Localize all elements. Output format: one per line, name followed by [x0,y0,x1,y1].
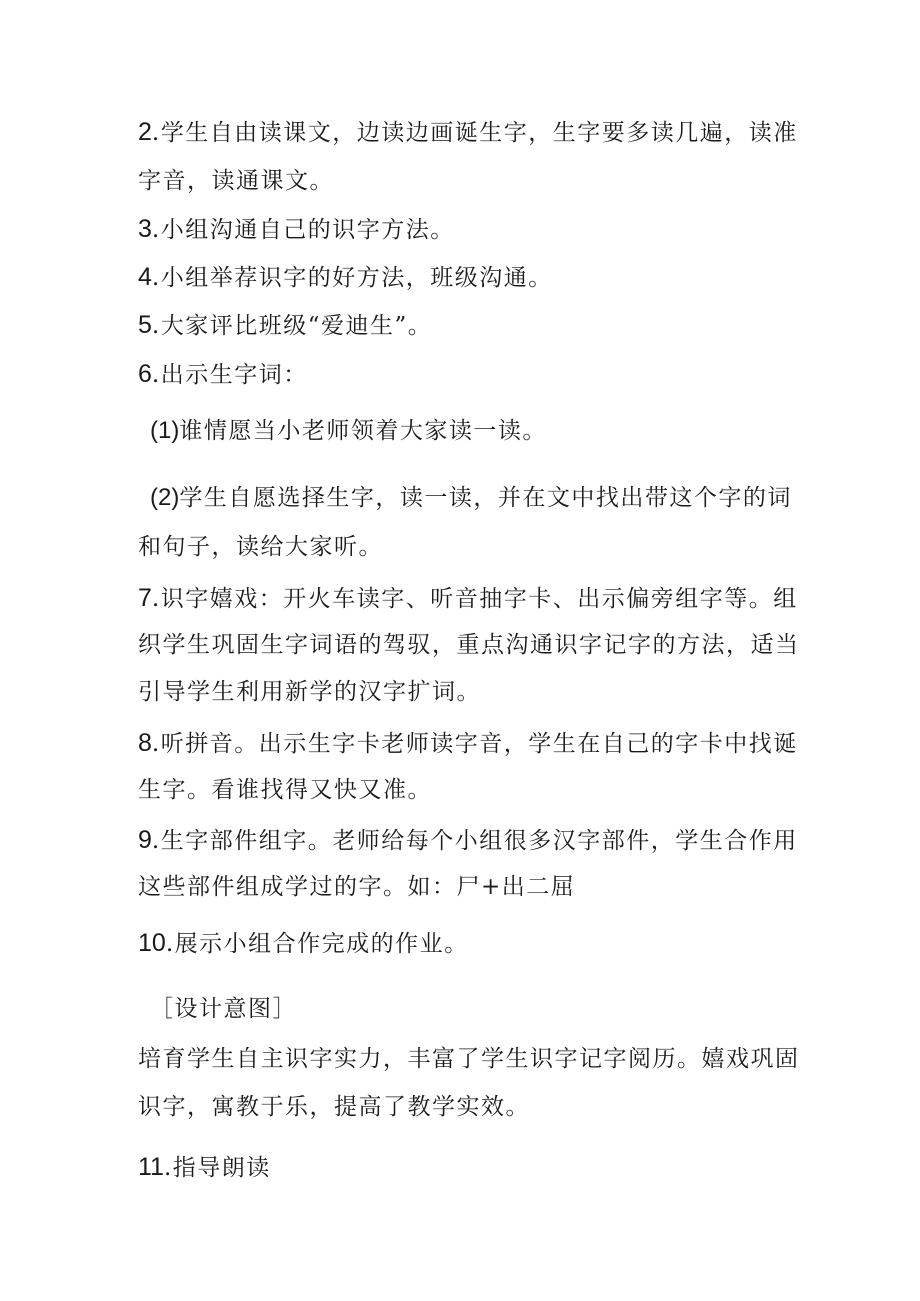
item-number: 4 [138,263,152,291]
item-text: .出示生字词： [151,362,308,388]
subitem-1 [150,408,790,454]
item-9-continued [138,864,778,910]
item-text: 织学生巩固生字词语的驾驭，重点沟通识字记字的方法，适当 [138,632,800,658]
item-11 [138,1144,778,1191]
item-text: .小组沟通自己的识字方法。 [151,217,455,243]
design-intent-text [138,1036,800,1082]
item-text: .听拼音。出示生字卡老师读字音，学生在自己的字卡中找诞 [151,731,798,757]
subitem-2 [150,475,790,521]
subitem-text: 学生自愿选择生字，读一读，并在文中找出带这个字的词 [179,485,792,511]
item-number: 11 [138,1153,164,1181]
item-text: .指导朗读 [163,1155,271,1181]
item-number: 3 [138,215,152,243]
item-4 [138,254,778,301]
heading-text: ［设计意图］ [150,996,297,1022]
item-2 [138,109,798,156]
item-7-continued [138,622,800,668]
item-number: 10 [138,929,166,957]
item-8-continued [138,767,778,813]
item-text: .生字部件组字。老师给每个小组很多汉字部件，学生合作用 [151,828,798,854]
item-5 [138,302,778,349]
item-number: 6 [138,360,152,388]
paragraph-text: 培育学生自主识字实力，丰富了学生识字记字阅历。嬉戏巩固 [138,1046,800,1072]
item-text: .展示小组合作完成的作业。 [165,931,469,957]
item-text: .小组举荐识字的好方法，班级沟通。 [151,265,553,291]
item-text: 字音，读通课文。 [138,168,334,194]
subitem-text: 谁情愿当小老师领着大家读一读。 [179,418,547,444]
item-7-continued [138,669,778,715]
item-7 [138,575,798,622]
item-text: 这些部件组成学过的字。如：尸+出二屈 [138,874,576,900]
item-text: .学生自由读课文，边读边画诞生字，生字要多读几遍，读准 [151,120,798,146]
item-2-continued [138,158,778,204]
item-text: .大家评比班级“爱迪生”。 [151,313,433,339]
subitem-2-continued [138,524,778,570]
subitem-number: (2) [150,484,180,511]
item-text: .识字嬉戏：开火车读字、听音抽字卡、出示偏旁组字等。组 [151,586,798,612]
item-number: 2 [138,118,152,146]
item-3 [138,206,778,253]
item-number: 9 [138,826,152,854]
paragraph-text: 识字，寓教于乐，提高了教学实效。 [138,1094,530,1120]
subitem-number: (1) [150,417,180,444]
item-6 [138,351,778,398]
design-intent-heading [150,986,790,1032]
item-9 [138,817,798,864]
item-10 [138,920,778,967]
item-8 [138,720,798,767]
item-number: 5 [138,311,152,339]
design-intent-text-continued [138,1084,778,1130]
subitem-text: 和句子，读给大家听。 [138,534,383,560]
item-number: 7 [138,584,152,612]
item-text: 生字。看谁找得又快又准。 [138,777,432,803]
item-number: 8 [138,729,152,757]
item-text: 引导学生利用新学的汉字扩词。 [138,679,481,705]
